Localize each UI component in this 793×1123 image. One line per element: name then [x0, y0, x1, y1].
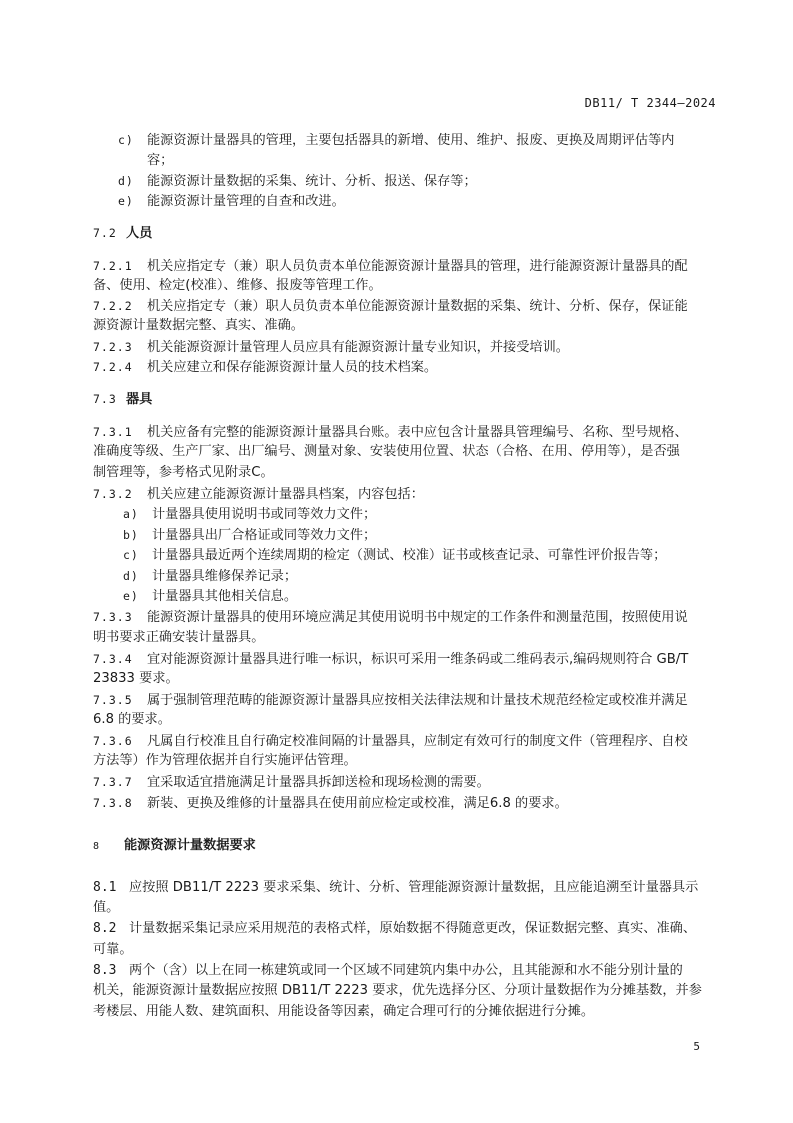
- clause-text: 机关应建立和保存能源资源计量人员的技术档案。: [147, 360, 438, 375]
- clause-number: 7.3.6: [93, 734, 133, 748]
- clause-text: 计量数据采集记录应采用规范的表格式样，原始数据不得随意更改，保证数据完整、真实、准确、: [129, 921, 697, 936]
- clause-text: 机关能源资源计量管理人员应具有能源资源计量专业知识，并接受培训。: [147, 340, 569, 355]
- section-number: 7.3: [93, 392, 117, 406]
- clause-7-3-3: [93, 607, 688, 628]
- list-item-label: c): [123, 548, 139, 562]
- clause-number: 7.3.3: [93, 610, 133, 624]
- clause-text: 机关应建立能源资源计量器具档案，内容包括：: [147, 487, 424, 502]
- clause-number: 7.3.5: [93, 693, 133, 707]
- clause-8-3: [93, 961, 683, 981]
- list-item-text: 计量器具维修保养记录；: [152, 569, 298, 584]
- clause-continuation: 制管理等，参考格式见附录C。: [93, 465, 274, 480]
- clause-continuation: 源资源计量数据完整、真实、准确。: [93, 318, 304, 333]
- clause-text: 宜采取适宜措施满足计量器具拆卸送检和现场检测的需要。: [147, 775, 490, 790]
- list-item: [118, 191, 345, 212]
- clause-7-3-4: [93, 649, 688, 670]
- list-item-text: 计量器具其他相关信息。: [152, 589, 298, 604]
- list-item: [123, 545, 666, 566]
- clause-continuation: 23833 要求。: [93, 671, 179, 686]
- page-number: 5: [693, 1040, 700, 1053]
- clause-number: 7.3.4: [93, 652, 133, 666]
- list-item: [123, 586, 297, 607]
- clause-continuation: 明书要求正确安装计量器具。: [93, 630, 265, 645]
- clause-number: 7.2.2: [93, 299, 133, 313]
- list-item: [123, 504, 376, 525]
- list-item-label: e): [123, 589, 139, 603]
- list-item-continuation: 容；: [147, 153, 174, 168]
- clause-text: 两个（含）以上在同一栋建筑或同一个区域不同建筑内集中办公，且其能源和水不能分别计量的: [129, 963, 683, 978]
- clause-number: 8.1: [93, 880, 117, 895]
- list-item: [118, 130, 675, 151]
- clause-7-3-1: [93, 422, 688, 443]
- clause-8-2: [93, 919, 696, 939]
- list-item-label: e): [118, 194, 134, 208]
- list-item-text: 计量器具出厂合格证或同等效力文件；: [152, 528, 377, 543]
- section-number: 8: [93, 841, 101, 852]
- clause-number: 7.2.4: [93, 360, 133, 374]
- list-item-label: d): [118, 174, 134, 188]
- clause-number: 8.2: [93, 921, 117, 936]
- list-item: [123, 566, 297, 587]
- clause-number: 7.2.3: [93, 340, 133, 354]
- clause-7-3-5: [93, 690, 688, 711]
- clause-text: 应按照 DB11/T 2223 要求采集、统计、分析、管理能源资源计量数据，且应能追溯至计量器具示: [129, 880, 699, 895]
- clause-continuation: 可靠。: [93, 942, 133, 957]
- clause-7-2-3: [93, 337, 569, 358]
- section-heading-7-3: [93, 389, 152, 410]
- clause-number: 7.3.2: [93, 487, 133, 501]
- clause-continuation: 准确度等级、生产厂家、出厂编号、测量对象、安装使用位置、状态（合格、在用、停用等），是否强: [93, 444, 680, 459]
- list-item-text: 计量器具最近两个连续周期的检定（测试、校准）证书或核查记录、可靠性评价报告等；: [152, 548, 667, 563]
- clause-number: 7.3.1: [93, 425, 133, 439]
- section-title: 能源资源计量数据要求: [124, 838, 256, 853]
- clause-number: 7.3.7: [93, 775, 133, 789]
- clause-number: 7.2.1: [93, 259, 133, 273]
- clause-7-2-1: [93, 256, 688, 277]
- clause-continuation: 方法等）作为管理依据并自行实施评估管理。: [93, 753, 357, 768]
- document-code-header: DB11/ T 2344—2024: [584, 96, 716, 110]
- clause-7-3-6: [93, 731, 688, 752]
- clause-continuation: 备、使用、检定(校准）、维修、报废等管理工作。: [93, 278, 382, 293]
- section-number: 7.2: [93, 226, 117, 240]
- section-heading-7-2: [93, 223, 152, 244]
- list-item-text: 能源资源计量数据的采集、统计、分析、报送、保存等；: [147, 174, 477, 189]
- clause-continuation: 值。: [93, 900, 120, 915]
- clause-text: 机关应备有完整的能源资源计量器具台账。表中应包含计量器具管理编号、名称、型号规格、: [147, 425, 688, 440]
- clause-7-3-7: [93, 772, 490, 793]
- clause-8-1: [93, 878, 698, 898]
- section-title: 器具: [126, 392, 153, 407]
- clause-text: 新装、更换及维修的计量器具在使用前应检定或校准，满足6.8 的要求。: [147, 796, 568, 811]
- clause-continuation: 机关，能源资源计量数据应按照 DB11/T 2223 要求，优先选择分区、分项计量数据作为分摊基数，并参: [93, 983, 702, 998]
- list-item: [123, 525, 376, 546]
- clause-7-2-2: [93, 296, 688, 317]
- clause-continuation: 考楼层、用能人数、建筑面积、用能设备等因素，确定合理可行的分摊依据进行分摊。: [93, 1004, 595, 1019]
- clause-text: 属于强制管理范畴的能源资源计量器具应按相关法律法规和计量技术规范经检定或校准并满足: [147, 693, 688, 708]
- clause-text: 宜对能源资源计量器具进行唯一标识，标识可采用一维条码或二维码表示,编码规则符合 GB/T: [147, 652, 689, 667]
- list-item-text: 计量器具使用说明书或同等效力文件；: [152, 507, 377, 522]
- clause-7-3-2: [93, 484, 424, 505]
- clause-7-3-8: [93, 793, 568, 814]
- clause-7-2-4: [93, 357, 437, 378]
- list-item-text: 能源资源计量管理的自查和改进。: [147, 194, 345, 209]
- list-item-label: d): [123, 569, 139, 583]
- section-title: 人员: [126, 226, 153, 241]
- clause-text: 机关应指定专（兼）职人员负责本单位能源资源计量数据的采集、统计、分析、保存，保证能: [147, 299, 688, 314]
- clause-number: 8.3: [93, 963, 117, 978]
- section-heading-8: [93, 836, 256, 857]
- clause-continuation: 6.8 的要求。: [93, 712, 171, 727]
- list-item-label: b): [123, 528, 139, 542]
- clause-text: 机关应指定专（兼）职人员负责本单位能源资源计量器具的管理，进行能源资源计量器具的配: [147, 259, 688, 274]
- clause-text: 凡属自行校准且自行确定校准间隔的计量器具，应制定有效可行的制度文件（管理程序、自校: [147, 734, 688, 749]
- clause-number: 7.3.8: [93, 796, 133, 810]
- list-item: [118, 171, 477, 192]
- list-item-text: 能源资源计量器具的管理，主要包括器具的新增、使用、维护、报废、更换及周期评估等内: [147, 133, 675, 148]
- clause-text: 能源资源计量器具的使用环境应满足其使用说明书中规定的工作条件和测量范围，按照使用说: [147, 610, 688, 625]
- list-item-label: a): [123, 507, 139, 521]
- list-item-label: c): [118, 133, 134, 147]
